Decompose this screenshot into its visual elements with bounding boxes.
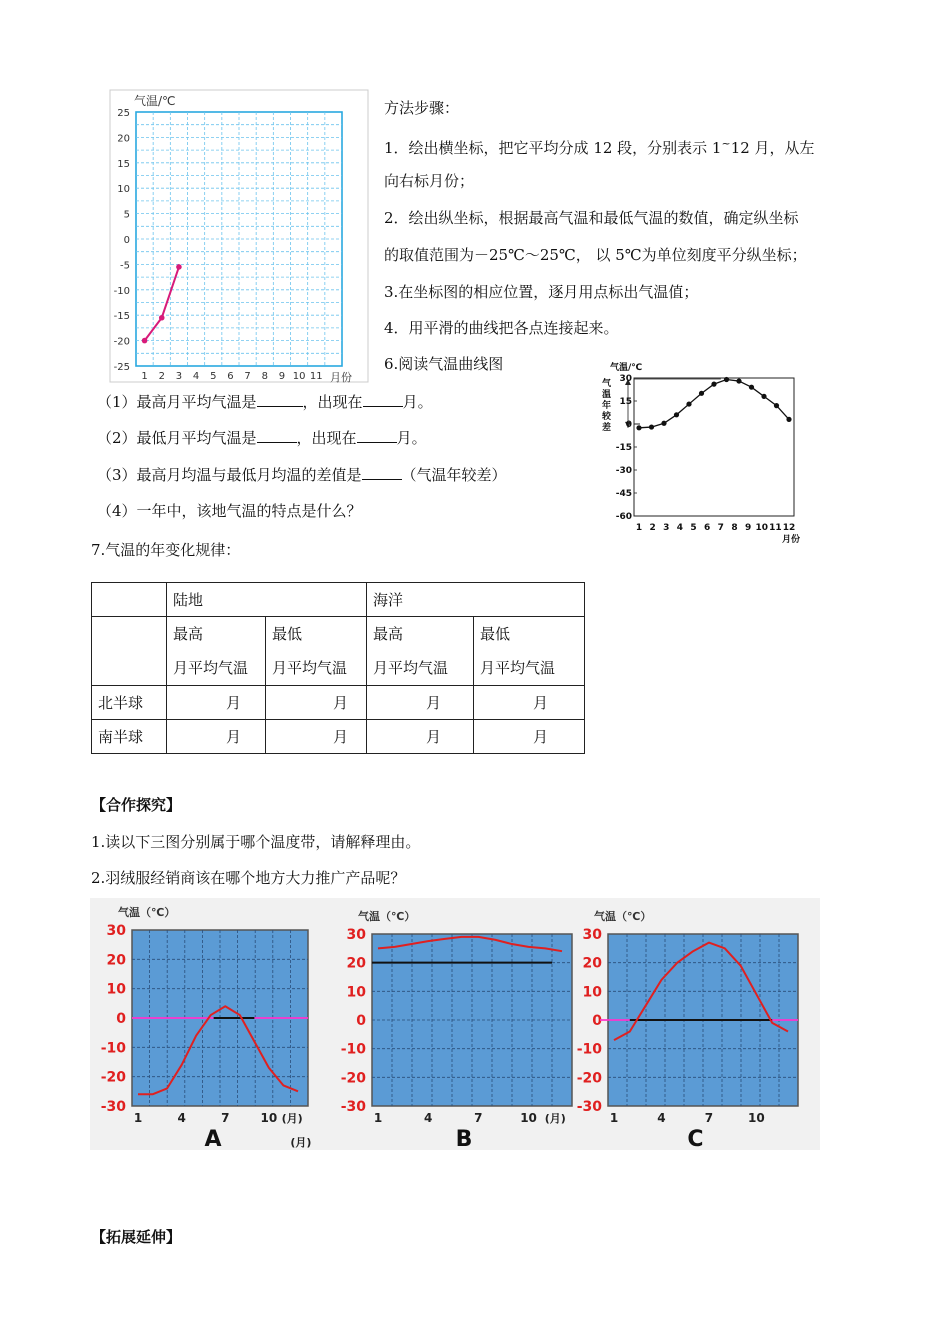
xtick-label: 3: [663, 523, 670, 533]
data-point: [774, 403, 779, 408]
ytick-label: 25: [117, 108, 130, 119]
method-step3: 3.在坐标图的相应位置，逐月用点标出气温值；: [384, 283, 699, 301]
table-row: [92, 617, 585, 686]
xunit-label: (月): [281, 1112, 303, 1125]
table-row: [92, 686, 585, 720]
step1-part-a: 1．绘出横坐标，把它平均分成 12 段，分别表示 1: [384, 139, 722, 157]
q6-3: [97, 465, 507, 485]
xtick-label: 10: [260, 1111, 278, 1125]
data-point: [686, 401, 691, 406]
xtick-label: 8: [261, 371, 268, 382]
xtick-label: 4: [676, 523, 684, 533]
method-heading: 方法步骤：: [384, 99, 460, 117]
ytick-label: 10: [582, 984, 602, 1001]
coop-q1: 1.读以下三图分别属于哪个温度带，请解释理由。: [91, 833, 421, 851]
method-step2: 2．绘出纵坐标，根据最高气温和最低气温的数值，确定纵坐标: [384, 209, 799, 227]
side-label-char: 较: [602, 412, 612, 422]
ytick-label: 0: [356, 1013, 366, 1029]
step1-part-b: 12 月，从左: [730, 139, 815, 157]
q7-title: 7.气温的年变化规律：: [91, 541, 241, 559]
ytick-label: 0: [116, 1011, 126, 1027]
ytick-label: -20: [113, 336, 130, 348]
ytick-label: -25: [113, 362, 130, 373]
ytick-label: 30: [106, 923, 126, 939]
ytick-label: -20: [576, 1070, 602, 1087]
ytick-label: 30: [619, 374, 632, 384]
ytick-label: -10: [100, 1040, 126, 1057]
ocean-highest: [367, 617, 474, 686]
coop-q2: 2.羽绒服经销商该在哪个地方大力推广产品呢？: [91, 869, 406, 887]
ytick-label: -20: [100, 1069, 126, 1086]
xtick-label: 1: [141, 371, 148, 382]
xtick-label: 1: [133, 1111, 143, 1125]
answer-blank[interactable]: [363, 392, 403, 407]
xtick-label: 2: [158, 371, 165, 382]
side-label-char: 差: [602, 423, 612, 433]
q6-2-a: （2）最低月平均气温是: [97, 429, 257, 447]
month-cell[interactable]: 月: [474, 720, 585, 754]
ytick-label: -15: [113, 311, 130, 323]
table-empty-cell: [92, 617, 167, 686]
label-lowest: 最低: [480, 625, 511, 643]
ytick-label: 15: [117, 158, 130, 170]
data-point: [142, 338, 148, 344]
label-monthly-avg: 月平均气温: [173, 659, 249, 677]
q6-2-b: ，出现在: [296, 429, 357, 447]
chart-ylabel: 气温（℃）: [358, 910, 416, 923]
xtick-label: 9: [278, 371, 286, 382]
ytick-label: 10: [346, 984, 366, 1001]
ytick-label: 5: [123, 209, 130, 221]
ytick-label: 15: [619, 397, 632, 407]
xunit-label: (月): [544, 1112, 566, 1125]
answer-blank[interactable]: [257, 428, 297, 443]
xtick-label: 4: [657, 1111, 666, 1125]
month-cell[interactable]: 月: [266, 686, 367, 720]
q6-4: （4）一年中，该地气温的特点是什么？: [97, 502, 362, 520]
label-highest: 最高: [373, 625, 404, 643]
xtick-label: 7: [704, 1111, 714, 1125]
month-cell[interactable]: 月: [367, 686, 474, 720]
label-monthly-avg: 月平均气温: [272, 659, 348, 677]
ytick-label: 30: [582, 927, 602, 943]
q6-1-a: （1）最高月平均气温是: [97, 393, 257, 411]
ytick-label: -20: [340, 1070, 366, 1087]
xtick-label: 8: [731, 523, 738, 533]
method-step4: 4．用平滑的曲线把各点连接起来。: [384, 319, 619, 337]
ytick-label: -10: [576, 1041, 602, 1058]
panel-label: A: [204, 1127, 222, 1150]
xtick-label: 2: [649, 523, 656, 533]
data-point: [649, 424, 654, 429]
panel-label: B: [455, 1127, 473, 1150]
xtick-label: 4: [424, 1111, 433, 1125]
header-ocean: 海洋: [367, 583, 585, 617]
chart1-xunit: 月份: [330, 371, 352, 384]
ytick-label: -45: [615, 489, 632, 499]
xtick-label: 1: [635, 523, 643, 533]
answer-blank[interactable]: [357, 428, 397, 443]
label-monthly-avg: 月平均气温: [373, 659, 449, 677]
xtick-label: 7: [717, 523, 724, 533]
ytick-label: 10: [106, 981, 126, 998]
ytick-label: 0: [123, 235, 130, 246]
side-label-char: 气: [602, 379, 612, 389]
data-point: [176, 264, 182, 270]
q6-title: 6.阅读气温曲线图: [384, 355, 504, 373]
xtick-label: 9: [744, 523, 752, 533]
ytick-label: -5: [120, 260, 130, 272]
label-highest: 最高: [173, 625, 204, 643]
ytick-label: 0: [592, 1013, 602, 1029]
ytick-label: -30: [100, 1099, 126, 1115]
ytick-label: -30: [615, 466, 632, 476]
month-cell[interactable]: 月: [167, 686, 266, 720]
q6-2: [97, 428, 427, 448]
ytick-label: 20: [346, 955, 366, 972]
panel-label: C: [687, 1127, 704, 1150]
answer-blank[interactable]: [257, 392, 303, 407]
data-point: [674, 412, 679, 417]
ytick-label: -15: [615, 443, 632, 453]
header-land: 陆地: [167, 583, 367, 617]
ytick-label: 10: [117, 184, 130, 196]
temperature-plot-chart: [108, 88, 370, 384]
q6-3-a: （3）最高月均温与最低月均温的差值是: [97, 466, 362, 484]
data-point: [661, 421, 666, 426]
xtick-label: 11: [309, 371, 323, 382]
xtick-label: 5: [690, 523, 697, 533]
xtick-label: 3: [175, 371, 183, 382]
chart2-xunit: 月份: [782, 535, 801, 545]
row-north: 北半球: [92, 686, 167, 720]
month-cell[interactable]: 月: [167, 720, 266, 754]
data-point: [699, 391, 704, 396]
three-climate-charts: [90, 898, 820, 1150]
label-lowest: 最低: [272, 625, 303, 643]
q6-1-c: 月。: [402, 393, 433, 411]
xtick-label: 1: [609, 1111, 619, 1125]
xtick-label: 7: [474, 1111, 483, 1125]
land-highest: [167, 617, 266, 686]
coop-heading: 【合作探究】: [91, 796, 182, 814]
chart2-ylabel: 气温/℃: [610, 363, 643, 373]
xunit-label-below: (月): [290, 1136, 312, 1149]
method-step1: [384, 134, 815, 158]
ytick-label: 20: [117, 133, 130, 145]
xtick-label: 7: [244, 371, 251, 382]
ytick-label: 0: [625, 420, 632, 430]
chart1-ylabel: 气温/℃: [134, 94, 176, 108]
xtick-label: 6: [704, 523, 711, 533]
method-step1-cont: 向右标月份；: [384, 172, 475, 190]
ytick-label: 30: [346, 927, 366, 943]
data-point: [724, 377, 729, 382]
data-point: [786, 417, 791, 422]
data-point: [159, 315, 165, 321]
data-point: [761, 394, 766, 399]
annual-range-chart: [592, 358, 812, 548]
ytick-label: -10: [340, 1041, 366, 1058]
q6-2-c: 月。: [396, 429, 427, 447]
ytick-label: -30: [340, 1099, 366, 1115]
xtick-label: 12: [782, 523, 796, 533]
row-south: 南半球: [92, 720, 167, 754]
q6-1-b: ，出现在: [302, 393, 363, 411]
ocean-lowest: [474, 617, 585, 686]
ytick-label: -10: [113, 285, 130, 297]
q6-3-b: （气温年较差）: [401, 466, 507, 484]
xtick-label: 11: [769, 523, 782, 533]
label-monthly-avg: 月平均气温: [480, 659, 556, 677]
xtick-label: 6: [227, 371, 234, 382]
xtick-label: 4: [192, 371, 200, 382]
ytick-label: -60: [615, 512, 632, 522]
xtick-label: 4: [177, 1111, 186, 1125]
xtick-label: 10: [755, 523, 768, 533]
xtick-label: 10: [292, 371, 306, 382]
chart2-frame: [634, 378, 794, 516]
ytick-label: 20: [106, 952, 126, 969]
method-step2-cont: 的取值范围为－25℃～25℃， 以 5℃为单位刻度平分纵坐标；: [384, 246, 807, 264]
q6-1: [97, 392, 433, 412]
land-lowest: [266, 617, 367, 686]
data-point: [736, 378, 741, 383]
xtick-label: 7: [221, 1111, 230, 1125]
ytick-label: -30: [576, 1099, 602, 1115]
step1-tilde: ~: [721, 137, 731, 150]
extend-heading: 【拓展延伸】: [91, 1228, 182, 1246]
table-row: [92, 720, 585, 754]
climate-table: [91, 582, 585, 754]
xtick-label: 10: [748, 1111, 765, 1125]
table-corner-cell: [92, 583, 167, 617]
ytick-label: 20: [582, 955, 602, 972]
side-label-char: 年: [602, 401, 612, 411]
side-label-char: 温: [602, 390, 612, 400]
data-point: [711, 382, 716, 387]
month-cell[interactable]: 月: [367, 720, 474, 754]
month-cell[interactable]: 月: [474, 686, 585, 720]
table-row: [92, 583, 585, 617]
month-cell[interactable]: 月: [266, 720, 367, 754]
answer-blank[interactable]: [362, 465, 402, 480]
chart-ylabel: 气温（℃）: [118, 906, 176, 919]
chart-ylabel: 气温（℃）: [594, 910, 652, 923]
xtick-label: 5: [210, 371, 217, 382]
data-point: [749, 385, 754, 390]
xtick-label: 10: [520, 1111, 537, 1125]
xtick-label: 1: [373, 1111, 383, 1125]
data-point: [636, 425, 641, 430]
